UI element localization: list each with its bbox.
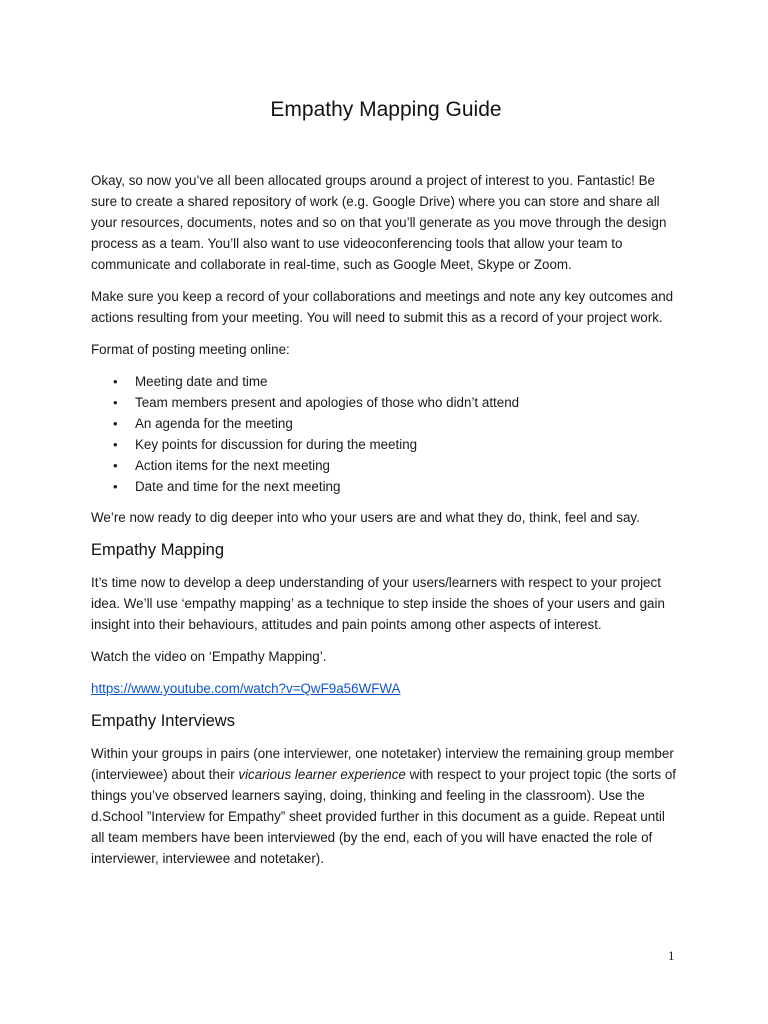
bullet-icon: • <box>113 437 118 452</box>
list-item: • Action items for the next meeting <box>135 455 681 476</box>
list-item: • An agenda for the meeting <box>135 413 681 434</box>
bullet-icon: • <box>113 416 118 431</box>
watch-video-text: Watch the video on ‘Empathy Mapping’. <box>91 649 327 664</box>
list-item: • Key points for discussion for during the meeting <box>135 434 681 455</box>
bullet-icon: • <box>113 395 118 410</box>
list-item: • Meeting date and time <box>135 371 681 392</box>
emphasized-phrase: vicarious learner experience <box>238 767 406 782</box>
format-label: Format of posting meeting online: <box>91 342 290 357</box>
document-page <box>91 96 681 880</box>
list-item: • Team members present and apologies of those who didn’t attend <box>135 392 681 413</box>
empathy-mapping-heading: Empathy Mapping <box>91 541 224 559</box>
record-paragraph: Make sure you keep a record of your collaborations and meetings and note any key outcomes and actions resulting from your meeting. You will need to submit this as a record of your project work. <box>91 289 674 325</box>
empathy-interviews-paragraph: Within your groups in pairs (one interviewer, one notetaker) interview the remaining group member (interviewee) about their vicarious learner experience with respect to your project topic (the sorts of things you’ve observed learners saying, doing, thinking and feeling in the classroom). Use the d.School ”Interview for Empathy” sheet provided further in this document as a guide. Repeat until all team members have been interviewed (by the end, each of you will have enacted the role of interviewer, interviewee and notetaker). <box>91 746 677 866</box>
intro-paragraph: Okay, so now you’ve all been allocated groups around a project of interest to you. Fantastic! Be sure to create a shared repository of work (e.g. Google Drive) where you can store and share all your resources, documents, notes and so on that you’ll generate as you move through the design process as a team. You’ll also want to use videoconferencing tools that allow your team to communicate and collaborate in real-time, such as Google Meet, Skype or Zoom. <box>91 173 667 272</box>
video-link-paragraph <box>91 678 681 699</box>
bullet-icon: • <box>113 479 118 494</box>
document-title: Empathy Mapping Guide <box>270 98 502 121</box>
bullet-icon: • <box>113 374 118 389</box>
video-link[interactable]: https://www.youtube.com/watch?v=QwF9a56WFWA <box>91 681 401 696</box>
empathy-mapping-paragraph: It’s time now to develop a deep understanding of your users/learners with respect to your project idea. We’ll use ‘empathy mapping’ as a technique to step inside the shoes of your users and gain insight into their behaviours, attitudes and pain points among other aspects of interest. <box>91 575 665 632</box>
list-item: • Date and time for the next meeting <box>135 476 681 497</box>
meeting-format-list <box>91 371 681 497</box>
bullet-icon: • <box>113 458 118 473</box>
empathy-interviews-heading: Empathy Interviews <box>91 712 235 730</box>
page-number: 1 <box>668 948 675 963</box>
ready-paragraph: We’re now ready to dig deeper into who your users are and what they do, think, feel and say. <box>91 510 640 525</box>
